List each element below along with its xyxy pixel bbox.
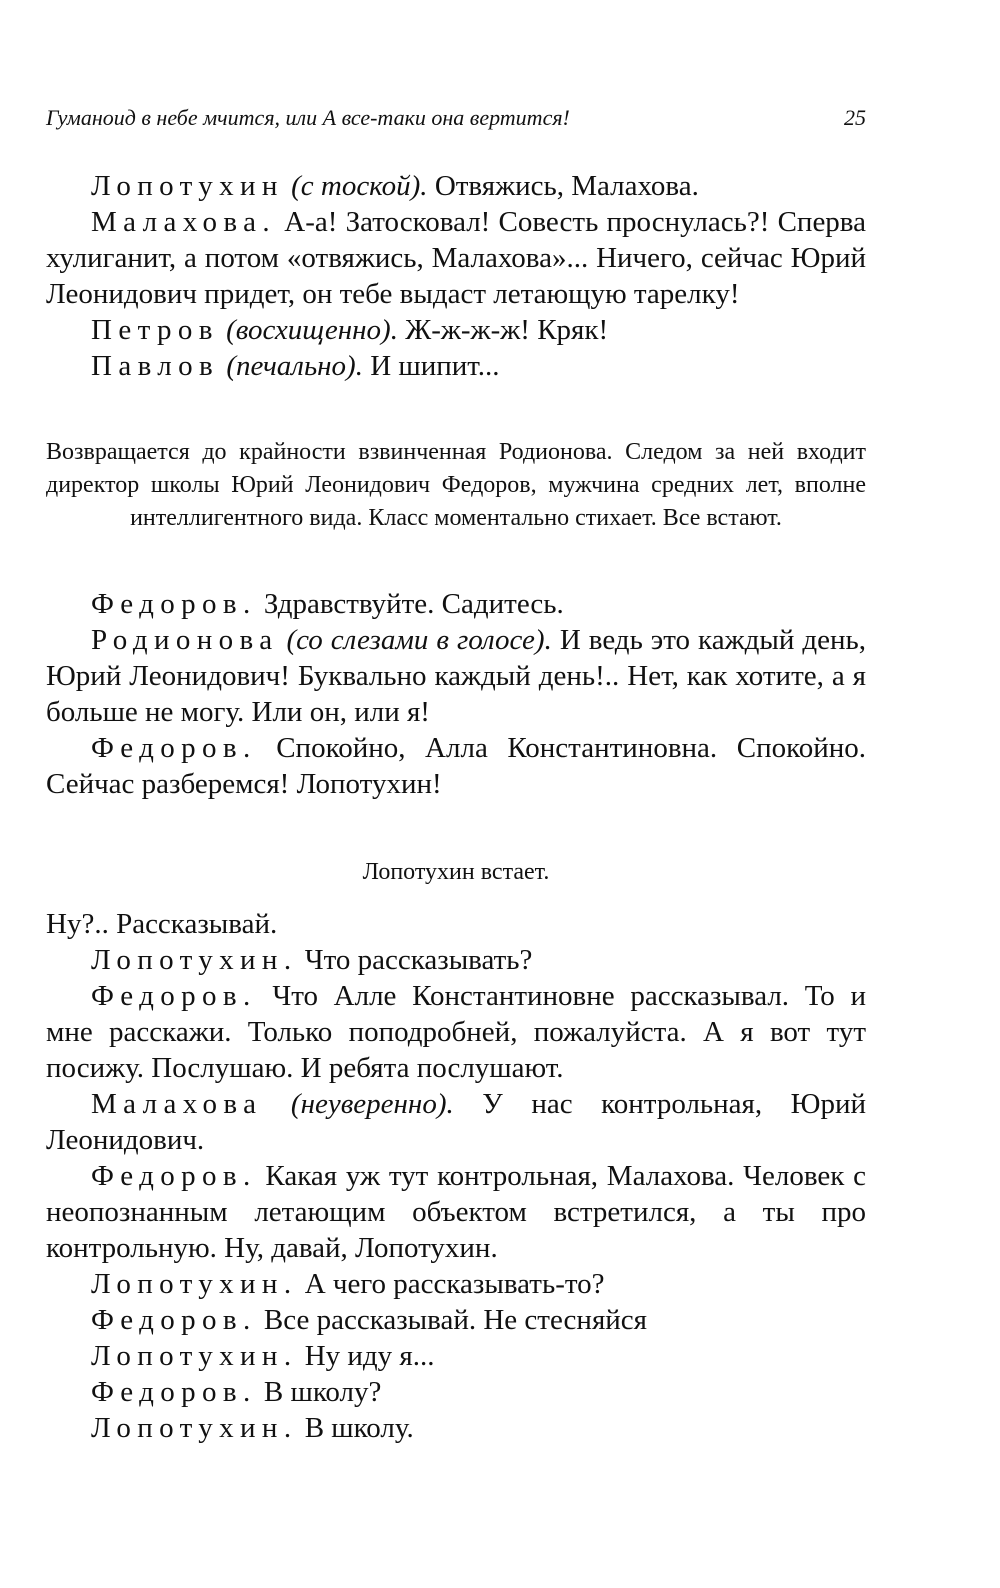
speech-text: Ну иду я... [304, 1340, 435, 1372]
dialogue-block-3 [46, 906, 866, 1446]
speech-text: Отвяжись, Малахова. [434, 170, 699, 202]
speaker-name: Малахова. [91, 206, 277, 238]
stage-direction-inline: (с тоской). [291, 170, 428, 202]
dialogue-line [46, 942, 866, 978]
dialogue-line [46, 730, 866, 802]
stage-direction-centered: Лопотухин встает. [362, 859, 550, 885]
speaker-name: Лопотухин. [91, 1268, 298, 1300]
speaker-name: Родионова [91, 624, 279, 656]
dialogue-line [46, 348, 866, 384]
speech-text: Спокойно, Алла Константиновна. Спокойно. Сейчас разберемся! Лопотухин! [46, 732, 866, 800]
speech-text: А-а! Затосковал! Совесть проснулась?! Сперва хулиганит, а потом «отвяжись, Малахова»... Ничего, сейчас Юрий Леонидович придет, он тебе выдаст летающую тарелку! [46, 206, 866, 310]
stage-direction-inline: (со слезами в голосе). [286, 624, 552, 656]
speaker-name: Федоров. [91, 1160, 257, 1192]
dialogue-block-1 [46, 168, 866, 384]
dialogue-line [46, 1158, 866, 1266]
dialogue-line [46, 1374, 866, 1410]
speech-text: Что Алле Константиновне рассказывал. То и мне расскажи. Только поподробней, пожалуйста. А я вот тут посижу. Послушаю. И ребята послушают. [46, 980, 866, 1084]
stage-direction-inline: (печально). [226, 350, 363, 382]
dialogue-line [46, 622, 866, 730]
speech-text: Какая уж тут контрольная, Малахова. Человек с неопознанным летающим объектом встретился, а ты про контрольную. Ну, давай, Лопотухин. [46, 1160, 866, 1264]
stage-direction-inline: (восхищенно). [226, 314, 398, 346]
speech-text: Все рассказывай. Не стесняйся [263, 1304, 648, 1336]
speech-text: В школу. [304, 1412, 414, 1444]
speech-text: Здравствуйте. Садитесь. [263, 588, 564, 620]
speech-text: Что рассказывать? [304, 944, 533, 976]
speaker-name: Лопотухин. [91, 944, 298, 976]
speaker-name: Федоров. [91, 588, 257, 620]
dialogue-line [46, 586, 866, 622]
speaker-name: Павлов [91, 350, 220, 382]
speech-text: Ж-ж-ж-ж! Кряк! [405, 314, 609, 346]
speech-text: И шипит... [370, 350, 500, 382]
dialogue-line [46, 168, 866, 204]
dialogue-line [46, 312, 866, 348]
dialogue-block-2 [46, 586, 866, 802]
dialogue-line [46, 978, 866, 1086]
speech-text: И ведь это каждый день, Юрий Леонидович! Буквально каждый день!.. Нет, как хотите, а я больше не могу. Или он, или я! [46, 624, 866, 728]
speaker-name: Федоров. [91, 732, 257, 764]
speech-text: В школу? [263, 1376, 382, 1408]
speech-text: А чего рассказывать-то? [304, 1268, 605, 1300]
dialogue-line [46, 204, 866, 312]
speaker-name: Лопотухин. [91, 1340, 298, 1372]
speaker-name: Федоров. [91, 1376, 257, 1408]
stage-direction-paragraph: Возвращается до крайности взвинченная Родионова. Следом за ней входит директор школы Юрий Леонидович Федоров, мужчина средних лет, вполне интеллигентного вида. Класс моментально стихает. Все встают. [46, 439, 866, 531]
dialogue-line [46, 1302, 866, 1338]
running-title: Гуманоид в небе мчится, или А все-таки она вертится! [46, 105, 570, 130]
speaker-name: Петров [91, 314, 219, 346]
dialogue-continuation: Ну?.. Рассказывай. [46, 908, 278, 940]
speaker-name: Федоров. [91, 1304, 257, 1336]
speaker-name: Федоров. [91, 980, 257, 1012]
dialogue-line [46, 1338, 866, 1374]
page-number: 25 [844, 105, 866, 130]
running-header [46, 105, 866, 141]
dialogue-line [46, 1410, 866, 1446]
stage-direction-inline: (неуверенно). [290, 1088, 454, 1120]
speaker-name: Лопотухин. [91, 1412, 298, 1444]
dialogue-line [46, 1266, 866, 1302]
speech-text: У нас контрольная, Юрий Леонидович. [46, 1088, 867, 1156]
speaker-name: Малахова [91, 1088, 263, 1120]
speaker-name: Лопотухин [91, 170, 284, 202]
dialogue-line [46, 1086, 866, 1158]
